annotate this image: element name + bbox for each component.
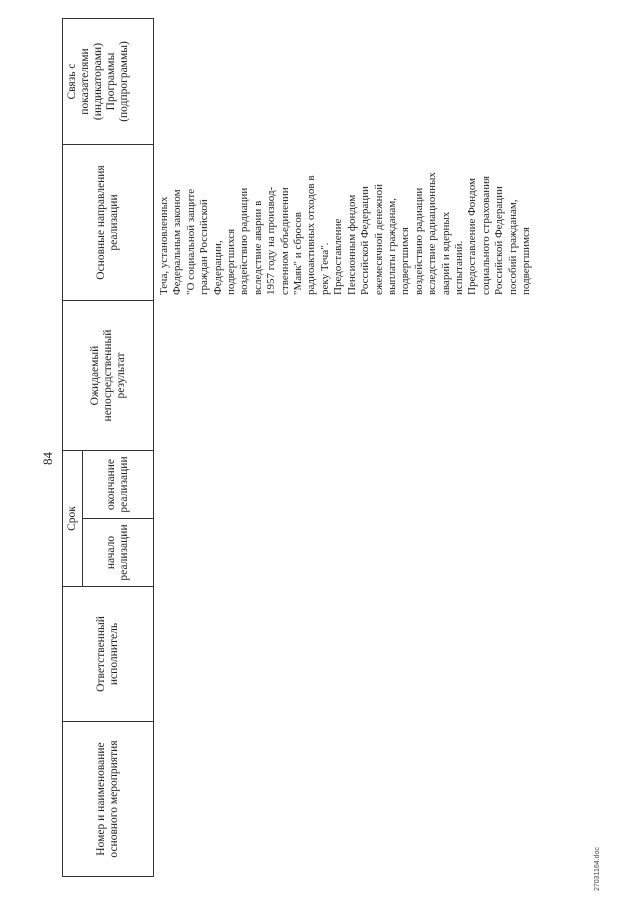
directions-text: Теча, установленных Федеральным законом "О социальной защите граждан Российской Федерации, подвергшихся воздействию радиации вследствие аварии в 1957 году на производ- ственном объединении "Маяк" и сбросов радиоактивных отходов в реку Теча". Предоставление Пенсионным фондом Российской Федерации ежемесячной денежной выплаты гражданам, подвергшимся воздействию радиации вследствие радиационных аварий и ядерных испытаний. Предоставление Фондом социального страхования Российской Федерации пособий гражданам, подвергшимся xyxy=(158,172,532,295)
header-end: окончание реализации xyxy=(105,456,130,513)
header-result: Ожидаемый непосредственный результат xyxy=(88,329,127,422)
header-start: начало реализации xyxy=(105,524,130,581)
header-bottom-border xyxy=(153,19,154,877)
header-link: Связь с показателями (индикаторами) Программы (подпрограммы) xyxy=(66,41,130,122)
table-left-border xyxy=(62,876,154,877)
footer-filename: 27031164.doc xyxy=(594,847,601,891)
header-directions: Основные направления реализации xyxy=(95,165,120,280)
header-measure: Номер и наименование основного мероприятия xyxy=(95,740,120,858)
page-number: 84 xyxy=(40,452,55,465)
header-period: Срок xyxy=(66,506,78,531)
header-executor: Ответственный исполнитель xyxy=(95,616,120,692)
